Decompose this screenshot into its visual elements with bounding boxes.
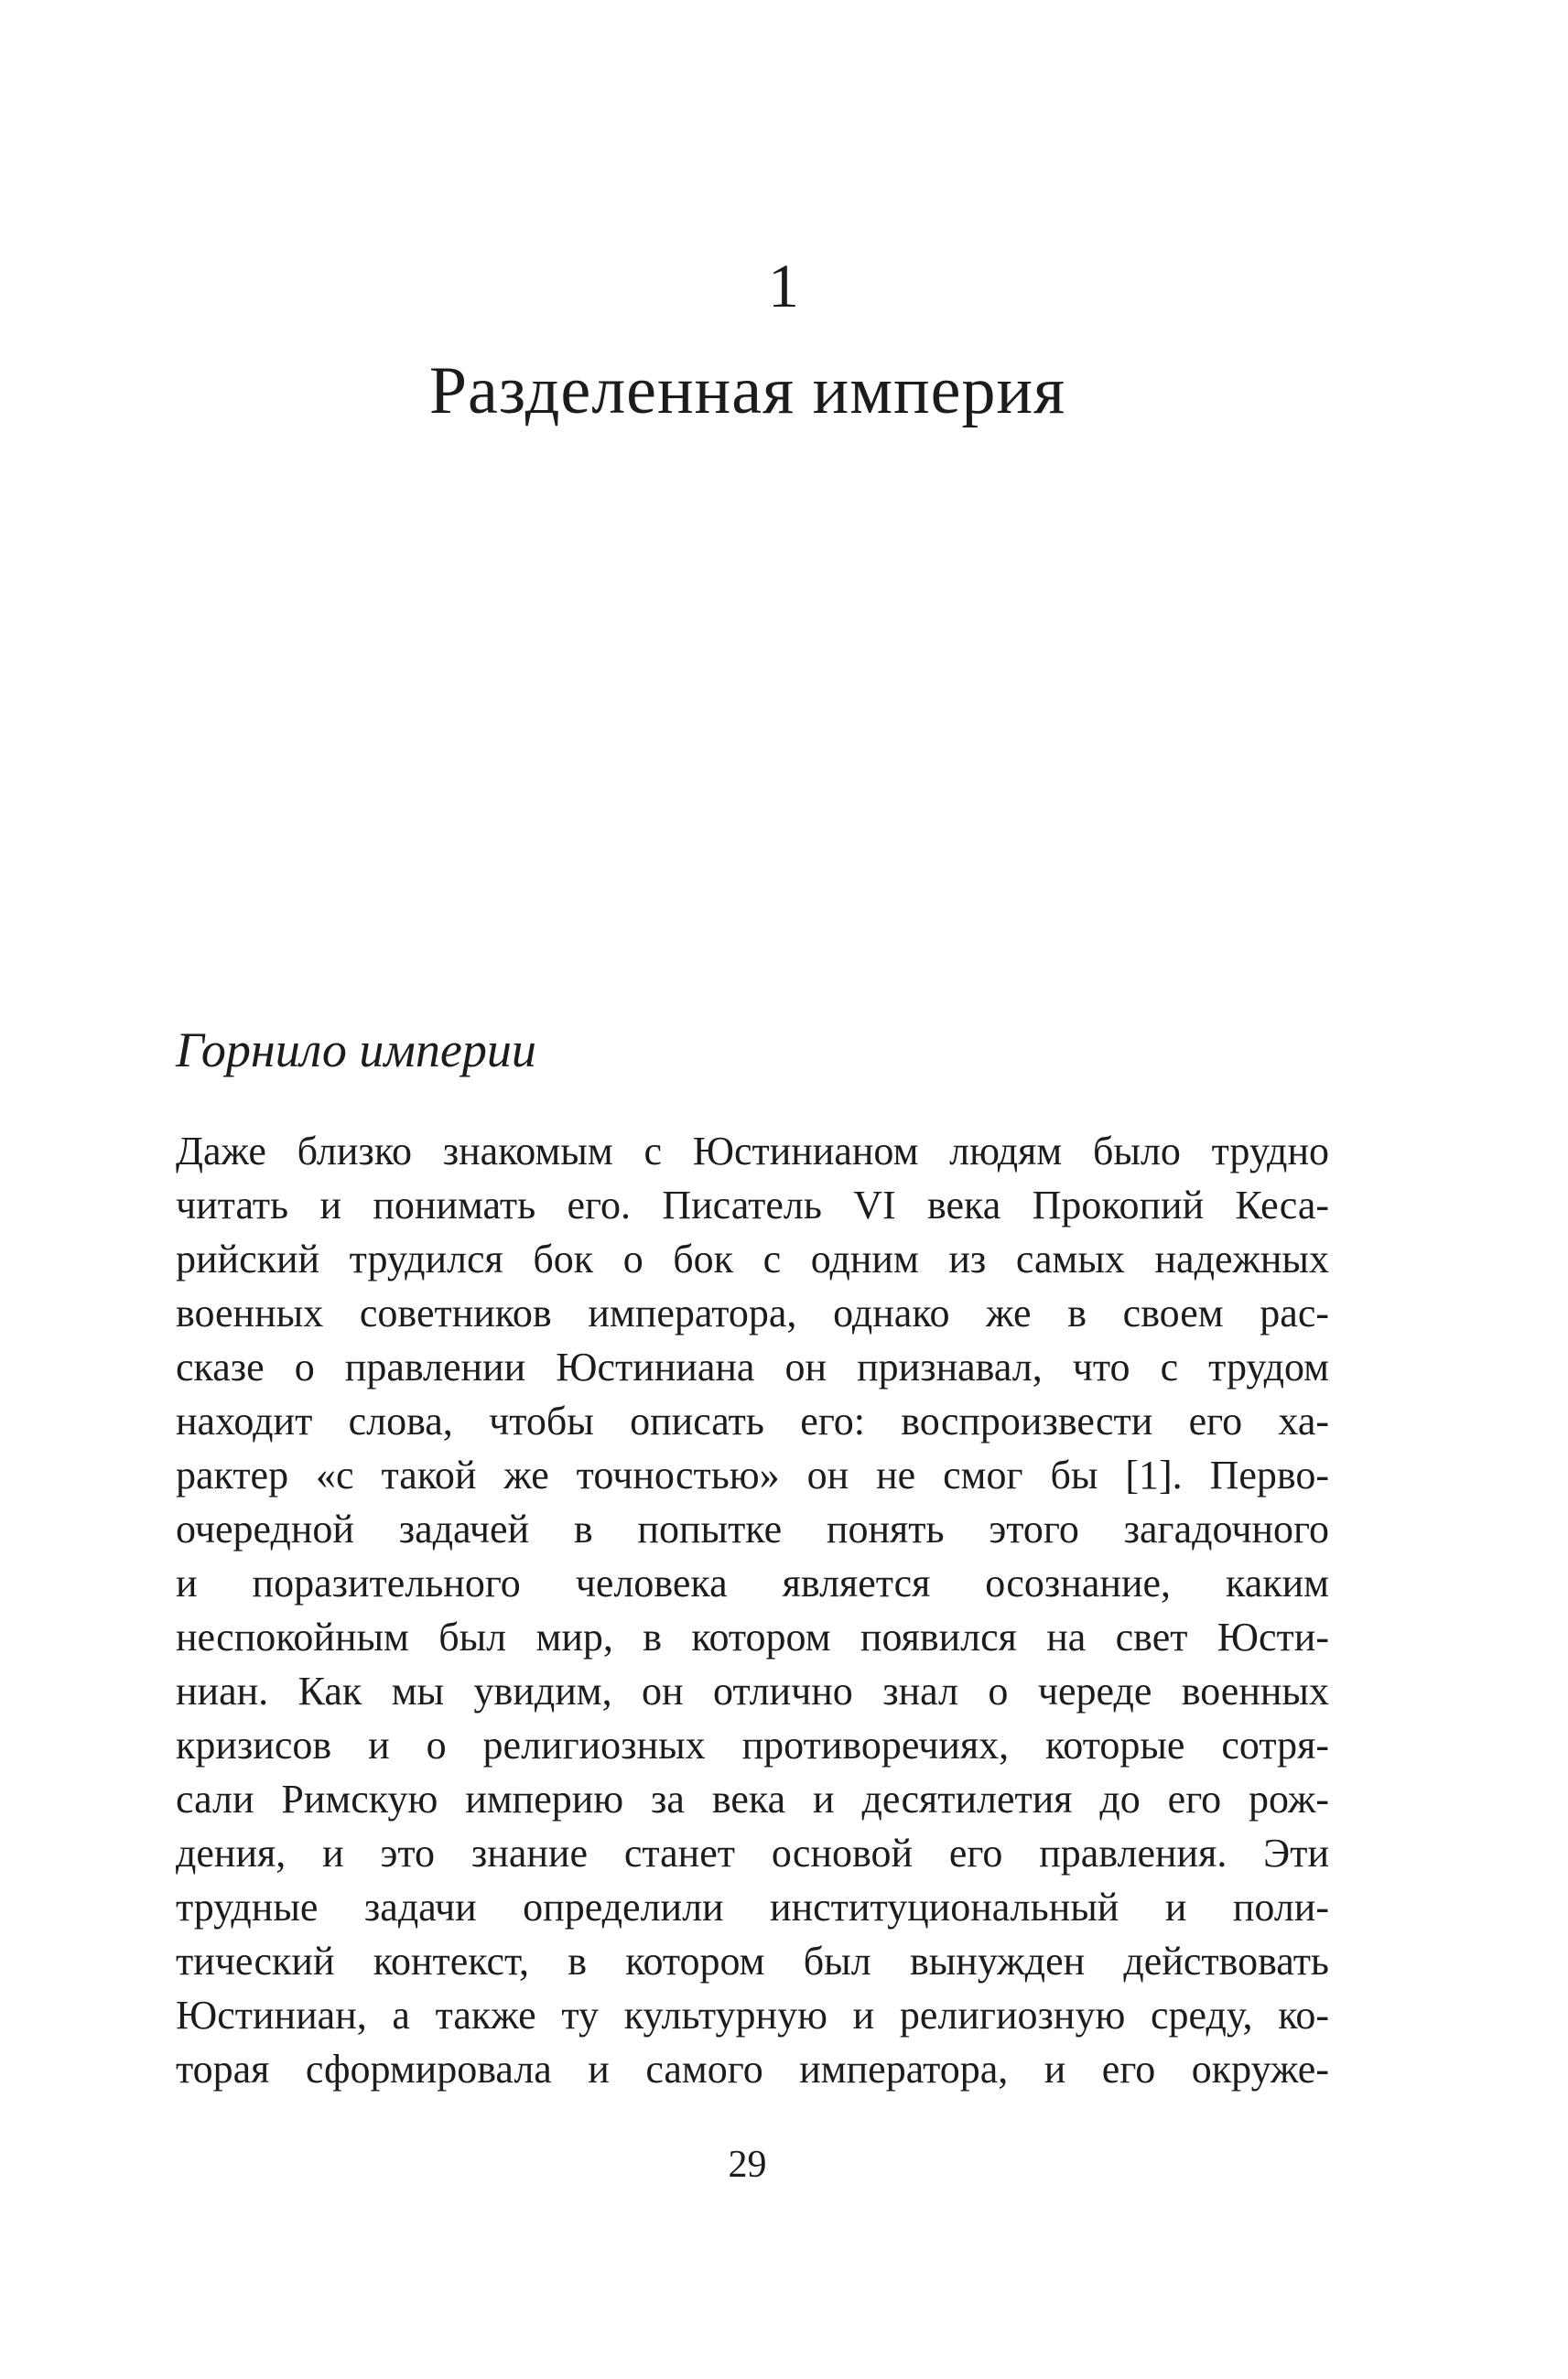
- text-line: Юстиниан, а также ту культурную и религиозную среду, ко-: [176, 1993, 1329, 2038]
- text-line: тический контекст, в котором был вынужден действовать: [176, 1939, 1329, 1984]
- text-line: ниан. Как мы увидим, он отлично знал о череде военных: [176, 1669, 1329, 1714]
- text-line: находит слова, чтобы описать его: воспроизвести его ха-: [176, 1399, 1329, 1444]
- text-line: читать и понимать его. Писатель VI века Прокопий Кеса-: [176, 1183, 1329, 1227]
- text-line: торая сформировала и самого императора, и его окруже-: [176, 2047, 1329, 2092]
- text-line: военных советников императора, однако же в своем рас-: [176, 1291, 1329, 1335]
- body-paragraph: [176, 1124, 1329, 2096]
- text-line: трудные задачи определили институциональный и поли-: [176, 1885, 1329, 1930]
- text-line: очередной задачей в попытке понять этого загадочного: [176, 1507, 1329, 1552]
- text-line: сказе о правлении Юстиниана он признавал, что с трудом: [176, 1345, 1329, 1390]
- chapter-number: 1: [768, 251, 800, 320]
- chapter-title: Разделенная империя: [428, 353, 1066, 428]
- text-line: Даже близко знакомым с Юстинианом людям было трудно: [176, 1129, 1329, 1173]
- section-heading: Горнило империи: [176, 1022, 536, 1077]
- text-line: рийский трудился бок о бок с одним из самых надежных: [176, 1237, 1329, 1281]
- text-line: сали Римскую империю за века и десятилетия до его рож-: [176, 1777, 1329, 1822]
- page-number: 29: [728, 2144, 767, 2186]
- text-line: неспокойным был мир, в котором появился на свет Юсти-: [176, 1615, 1329, 1660]
- text-line: дения, и это знание станет основой его правления. Эти: [176, 1831, 1329, 1876]
- text-line: и поразительного человека является осознание, каким: [176, 1561, 1329, 1606]
- text-line: рактер «с такой же точностью» он не смог бы [1]. Перво-: [176, 1453, 1329, 1498]
- text-line: кризисов и о религиозных противоречиях, которые сотря-: [176, 1723, 1329, 1768]
